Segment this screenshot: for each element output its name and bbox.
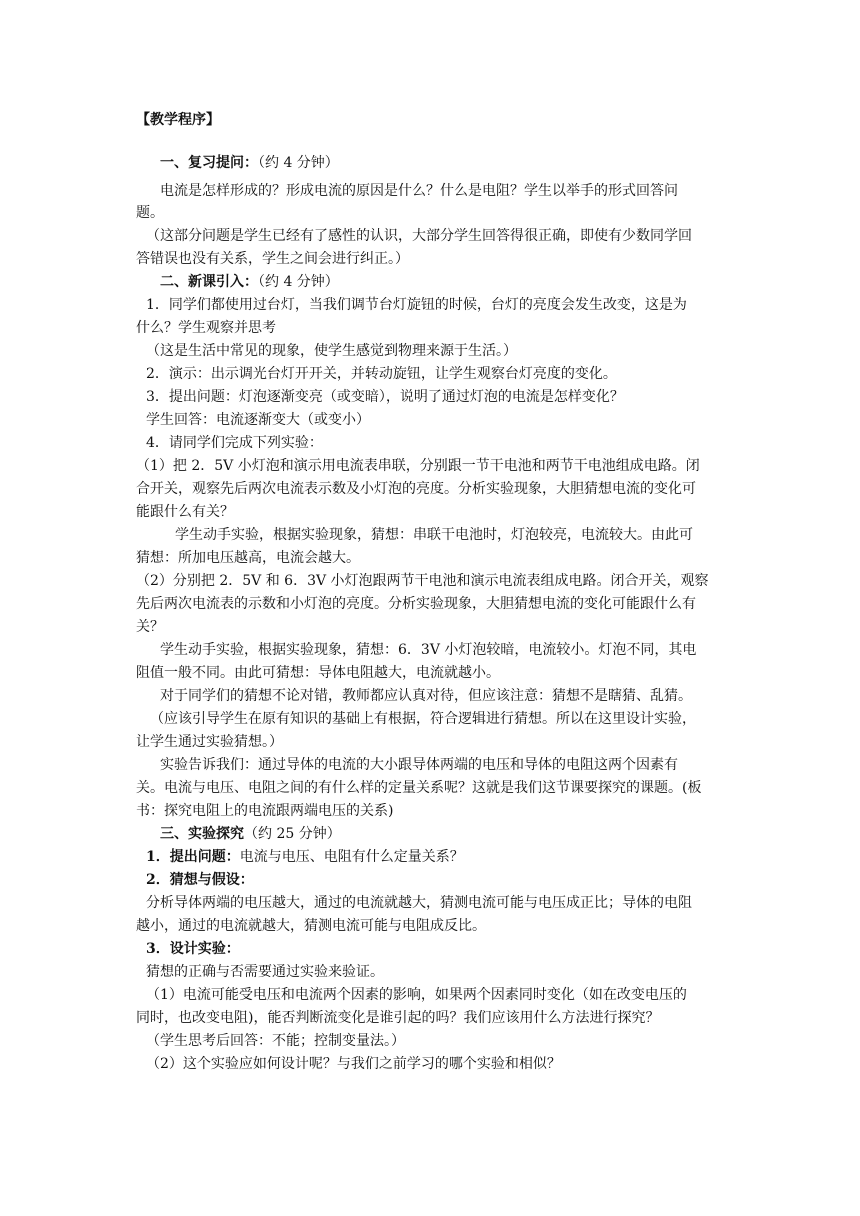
paragraph-line: （2）分别把 2．5V 和 6．3V 小灯泡跟两节干电池和演示电流表组成电路。闭合开关，观察	[136, 573, 709, 589]
paragraph-line: （这是生活中常见的现象，使学生感觉到物理来源于生活。）	[146, 343, 517, 359]
paragraph-line: 实验告诉我们：通过导体的电流的大小跟导体两端的电压和导体的电阻这两个因素有	[160, 757, 678, 773]
paragraph-line: 关？	[136, 619, 164, 635]
paragraph-line: 对于同学们的猜想不论对错，教师都应认真对待，但应该注意：猜想不是瞎猜、乱猜。	[160, 688, 692, 704]
review-title: 一、复习提问：	[160, 155, 258, 171]
paragraph-line: （1）电流可能受电压和电流两个因素的影响，如果两个因素同时变化（如在改变电压的	[146, 987, 687, 1003]
paragraph-line: （这部分问题是学生已经有了感性的认识，大部分学生回答得很正确，即使有少数同学回	[146, 228, 692, 244]
paragraph-line: 能跟什么有关？	[136, 504, 234, 520]
paragraph-line: 关。电流与电压、电阻之间的有什么样的定量关系呢？这就是我们这节课要探究的课题。(板	[136, 780, 702, 796]
experiment-title: 三、实验探究	[160, 826, 244, 842]
paragraph-line: 猜想：所加电压越高，电流会越大。	[136, 550, 360, 566]
paragraph-line: 什么？学生观察并思考	[136, 320, 276, 336]
section-heading: 【教学程序】	[136, 112, 220, 128]
intro-title: 二、新课引入：	[160, 274, 258, 290]
paragraph-line: 3．提出问题：灯泡逐渐变亮（或变暗），说明了通过灯泡的电流是怎样变化？	[146, 389, 624, 405]
step-label: 3．设计实验：	[146, 941, 240, 957]
paragraph-line: 学生动手实验，根据实验现象，猜想：6．3V 小灯泡较暗，电流较小。灯泡不同，其电	[160, 642, 697, 658]
paragraph-line: 越小，通过的电流就越大，猜测电流可能与电阻成反比。	[136, 918, 486, 934]
experiment-heading	[160, 824, 341, 844]
paragraph-line: （1）把 2．5V 小灯泡和演示用电流表串联，分别跟一节干电池和两节干电池组成电路。闭	[136, 458, 700, 474]
paragraph-line: 答错误也没有关系，学生之间会进行纠正。）	[136, 251, 409, 267]
paragraph-line: （学生思考后回答：不能；控制变量法。）	[146, 1033, 405, 1049]
paragraph-line: 书：探究电阻上的电流跟两端电压的关系)	[136, 803, 394, 819]
paragraph-line: 4．请同学们完成下列实验：	[146, 435, 323, 451]
paragraph-line: （2）这个实验应如何设计呢？与我们之前学习的哪个实验和相似？	[146, 1056, 561, 1072]
intro-duration: （约 4 分钟）	[258, 274, 339, 290]
paragraph-line: 阻值一般不同。由此可猜想：导体电阻越大，电流就越小。	[136, 665, 500, 681]
paragraph-line: 学生回答：电流逐渐变大（或变小）	[146, 412, 370, 428]
paragraph-line: 学生动手实验，根据实验现象，猜想：串联干电池时，灯泡较亮，电流较大。由此可	[175, 527, 693, 543]
step-text: 电流与电压、电阻有什么定量关系？	[239, 849, 464, 865]
paragraph-line: 2．演示：出示调光台灯开开关，并转动旋钮，让学生观察台灯亮度的变化。	[146, 366, 617, 382]
review-heading	[160, 153, 339, 173]
review-duration: （约 4 分钟）	[258, 155, 339, 171]
paragraph-line: 1．同学们都使用过台灯，当我们调节台灯旋钮的时候，台灯的亮度会发生改变，这是为	[146, 297, 687, 313]
step-label: 1．提出问题：	[146, 849, 240, 865]
paragraph-line: 电流是怎样形成的？形成电流的原因是什么？什么是电阻？学生以举手的形式回答问	[160, 183, 678, 199]
paragraph-line: 合开关，观察先后两次电流表示数及小灯泡的亮度。分析实验现象，大胆猜想电流的变化可	[136, 481, 696, 497]
paragraph-line: （应该引导学生在原有知识的基础上有根据，符合逻辑进行猜想。所以在这里设计实验，	[150, 711, 696, 727]
paragraph-line: 先后两次电流表的示数和小灯泡的亮度。分析实验现象，大胆猜想电流的变化可能跟什么有	[136, 596, 696, 612]
experiment-duration: （约 25 分钟）	[244, 826, 341, 842]
paragraph-line: 同时，也改变电阻)，能否判断流变化是谁引起的吗？我们应该用什么方法进行探究？	[136, 1010, 660, 1026]
paragraph-line: 猜想的正确与否需要通过实验来验证。	[146, 964, 384, 980]
step-question	[146, 847, 464, 867]
paragraph-line: 题。	[136, 205, 164, 221]
step-label: 2．猜想与假设：	[146, 872, 254, 888]
paragraph-line: 让学生通过实验猜想。）	[136, 734, 283, 750]
intro-heading	[160, 272, 339, 292]
paragraph-line: 分析导体两端的电压越大，通过的电流就越大，猜测电流可能与电压成正比；导体的电阻	[146, 895, 692, 911]
